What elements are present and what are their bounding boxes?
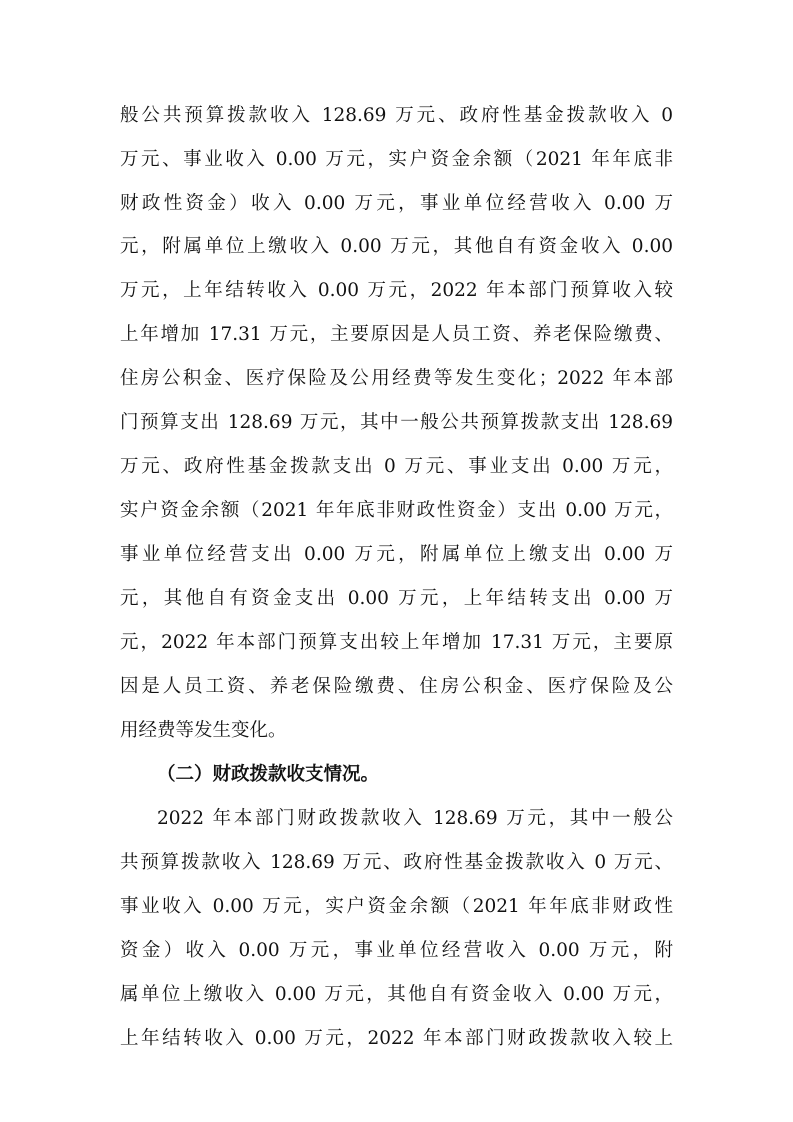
paragraph-line: 用经费等发生变化。 [120, 720, 287, 741]
paragraph-line: 门预算支出 128.69 万元，其中一般公共预算拨款支出 128.69 [120, 412, 673, 433]
paragraph-line: 万元、事业收入 0.00 万元，实户资金余额（2021 年年底非 [120, 149, 673, 170]
paragraph-line: 事业单位经营支出 0.00 万元，附属单位上缴支出 0.00 万 [120, 544, 673, 565]
paragraph-line: 资金）收入 0.00 万元，事业单位经营收入 0.00 万元，附 [120, 940, 673, 961]
paragraph-line: 实户资金余额（2021 年年底非财政性资金）支出 0.00 万元， [120, 500, 673, 521]
paragraph-line: 事业收入 0.00 万元，实户资金余额（2021 年年底非财政性 [120, 896, 673, 917]
paragraph-line: 万元，上年结转收入 0.00 万元，2022 年本部门预算收入较 [120, 280, 673, 301]
paragraph-line: 元，其他自有资金支出 0.00 万元，上年结转支出 0.00 万 [120, 588, 673, 609]
paragraph-line: 上年结转收入 0.00 万元，2022 年本部门财政拨款收入较上 [120, 1028, 673, 1049]
paragraph-line: 般公共预算拨款收入 128.69 万元、政府性基金拨款收入 0 [120, 105, 673, 126]
paragraph-line: 万元、政府性基金拨款支出 0 万元、事业支出 0.00 万元， [120, 456, 673, 477]
paragraph-line: 财政性资金）收入 0.00 万元，事业单位经营收入 0.00 万 [120, 193, 673, 214]
section-heading: （二）财政拨款收支情况。 [157, 764, 380, 785]
paragraph-line: 元，2022 年本部门预算支出较上年增加 17.31 万元，主要原 [120, 632, 673, 653]
paragraph-line: 2022 年本部门财政拨款收入 128.69 万元，其中一般公 [157, 808, 673, 829]
paragraph-line: 上年增加 17.31 万元，主要原因是人员工资、养老保险缴费、 [120, 324, 673, 345]
paragraph-line: 住房公积金、医疗保险及公用经费等发生变化；2022 年本部 [120, 368, 673, 389]
paragraph-line: 因是人员工资、养老保险缴费、住房公积金、医疗保险及公 [120, 676, 673, 697]
paragraph-line: 元，附属单位上缴收入 0.00 万元，其他自有资金收入 0.00 [120, 236, 673, 257]
paragraph-line: 属单位上缴收入 0.00 万元，其他自有资金收入 0.00 万元， [120, 984, 673, 1005]
paragraph-line: 共预算拨款收入 128.69 万元、政府性基金拨款收入 0 万元、 [120, 852, 673, 873]
